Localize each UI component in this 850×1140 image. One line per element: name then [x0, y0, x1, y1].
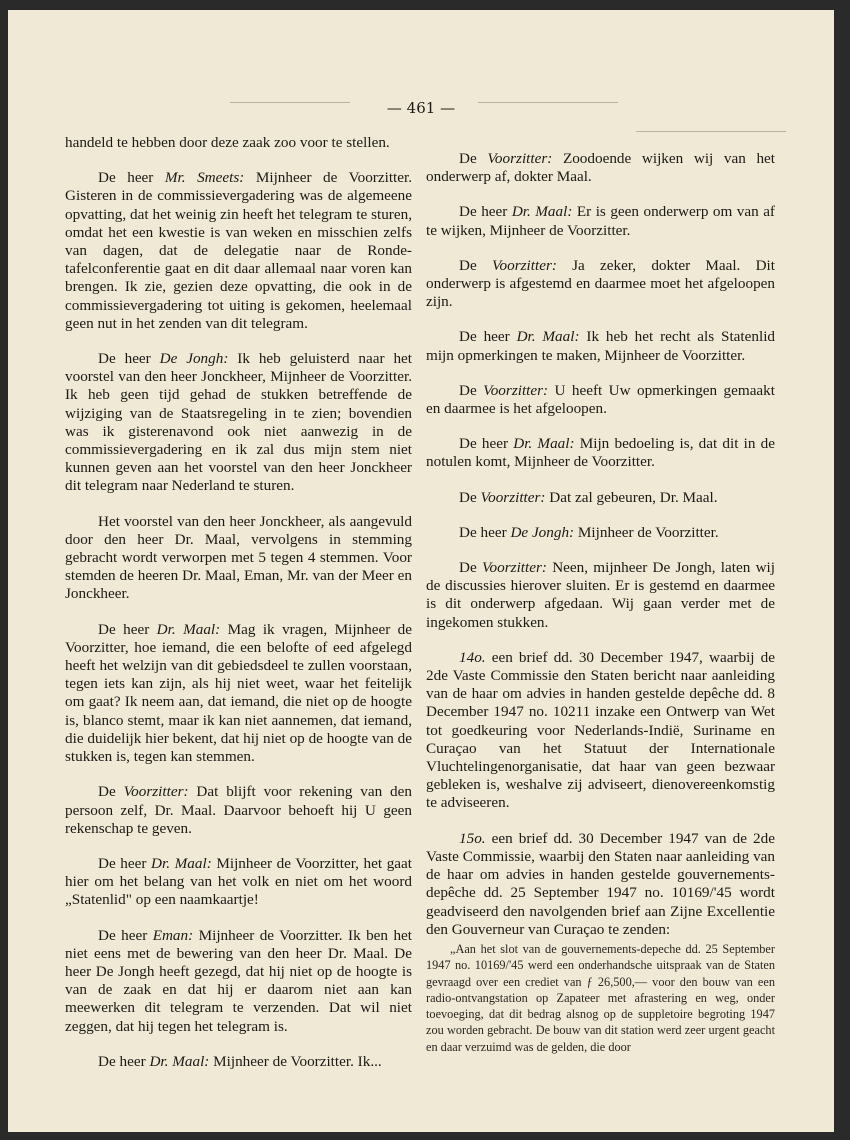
speaker-name: Dr. Maal:: [156, 620, 221, 638]
paragraph: De heer Mr. Smeets: Mijnheer de Voorzitter. Gisteren in de commissievergadering was de algemeene opvatting, dat het weinig zin heeft het telegram te sturen, omdat het een kwestie is van weken en misschien zelfs van dagen, dat de delegatie naar de Ronde-tafelconferentie gaat en dit daar allemaal naar voren kan brengen. Ik zie, gezien deze opvatting, die ook in de commissievergadering tot uiting is gekomen, heelemaal geen nut in het zenden van dit telegram.: [65, 169, 413, 332]
speaker-name: Voorzitter:: [123, 783, 189, 801]
agenda-item: 14o. een brief dd. 30 December 1947, waarbij de 2de Vaste Commissie den Staten bericht naar aanleiding van de haar om advies in handen gestelde depêche dd. 8 December 1947 no. 10211 inzake een Ontwerp van Wet tot goedkeuring voor Nederlands-Indië, Suriname en Curaçao van het Statuut der Internationale Vluchtelingenorganisatie, dat haar van geen bezwaar gebleken is, weshalve zij adviseert, dienovereenkomstig te adviseeren.: [426, 648, 775, 812]
paragraph: De Voorzitter: Ja zeker, dokter Maal. Dit onderwerp is afgestemd en daarmee moet het afgeloopen zijn.: [426, 256, 775, 311]
document-page: [8, 10, 834, 1132]
paragraph: handeld te hebben door deze zaak zoo voor te stellen.: [65, 134, 390, 151]
speaker-name: De Jongh:: [159, 350, 229, 368]
speaker-name: Voorzitter:: [487, 150, 553, 167]
paragraph: De heer Dr. Maal: Er is geen onderwerp om van af te wijken, Mijnheer de Voorzitter.: [426, 203, 775, 239]
paragraph: De heer De Jongh: Ik heb geluisterd naar het voorstel van den heer Jonckheer, Mijnheer de Voorzitter. Ik heb geen tijd gehad de stukken betreffende de wijziging van de Staatsregeling in te zien; bovendien was ik gisterenavond ook niet aanwezig in de commissievergadering en ik zal dus mijn stem niet kunnen geven aan het voorstel van den heer Jonckheer dit telegram naar Nederland te sturen.: [65, 350, 412, 495]
quoted-letter: „Aan het slot van de gouvernements-depeche dd. 25 September 1947 no. 10169/'45 werd een onderhandsche uitspraak van de Staten gevraagd over een crediet van ƒ 26,500,— voor den bouw van een radio-ontvangstation op Zapateer met afrastering en weg, onder toevoeging, dat dit bedrag alsnog op de suppletoire begroting 1947 zou worden gebracht. De bouw van dit station werd zeer urgent geacht en daar verzuimd was de gelden, die door: [426, 941, 775, 1054]
right-column: [426, 150, 775, 1072]
paragraph: De heer Dr. Maal: Mijn bedoeling is, dat dit in de notulen komt, Mijnheer de Voorzitter.: [426, 435, 776, 471]
speaker-name: Dr. Maal:: [149, 1052, 210, 1070]
faint-rule: [636, 131, 786, 132]
speaker-name: Dr. Maal:: [516, 328, 580, 346]
speaker-name: Dr. Maal:: [511, 203, 573, 221]
speaker-name: Voorzitter:: [483, 381, 549, 399]
paragraph: Het voorstel van den heer Jonckheer, als aangevuld door den heer Dr. Maal, vervolgens in stemming gebracht wordt verworpen met 5 tegen 4 stemmen. Voor stemden de heeren Dr. Maal, Eman, Mr. van der Meer en Jonckheer.: [65, 512, 412, 603]
speaker-name: Dr. Maal:: [151, 854, 212, 872]
item-number: 15o.: [459, 829, 486, 847]
speaker-name: Voorzitter:: [491, 256, 557, 274]
paragraph: De heer Dr. Maal: Mijnheer de Voorzitter, het gaat hier om het belang van het volk en niet om het woord „Statenlid" op een naamkaartje!: [65, 854, 412, 909]
left-column: [65, 134, 412, 1088]
paragraph: De Voorzitter: U heeft Uw opmerkingen gemaakt en daarmee is het afgeloopen.: [426, 381, 775, 418]
speaker-name: De Jongh:: [510, 523, 575, 541]
item-number: 14o.: [459, 648, 486, 666]
page-number: — 461 —: [386, 99, 456, 117]
speaker-name: Voorzitter:: [480, 488, 546, 506]
speaker-name: Eman:: [152, 926, 194, 944]
paragraph: De Voorzitter: Dat zal gebeuren, Dr. Maal.: [459, 488, 718, 506]
speaker-name: Mr. Smeets:: [164, 169, 245, 187]
paragraph: De Voorzitter: Zoodoende wijken wij van het onderwerp af, dokter Maal.: [426, 150, 775, 186]
paragraph: De heer Eman: Mijnheer de Voorzitter. Ik ben het niet eens met de bewering van den heer Dr. Maal. De heer De Jongh heeft gezegd, dat hij niet op de hoogte is van de zaak en dat hij er daarom niet aan kan meewerken dit telegram te verzenden. Dat wil niet zeggen, dat hij tegen het telegram is.: [65, 926, 412, 1035]
speaker-name: Voorzitter:: [481, 559, 547, 577]
paragraph: De Voorzitter: Dat blijft voor rekening van den persoon zelf, Dr. Maal. Daarvoor behoeft hij U geen rekenschap te geven.: [65, 783, 412, 837]
agenda-item: 15o. een brief dd. 30 December 1947 van de 2de Vaste Commissie, waarbij den Staten naar aanleiding van de haar om advies in handen gestelde gouvernements-depêche dd. 25 September 1947 no. 10169/'45 wordt geadviseerd den navolgenden brief aan Zijne Excellentie den Gouverneur van Curaçao te zenden:: [426, 829, 775, 938]
paragraph: De heer Dr. Maal: Mijnheer de Voorzitter. Ik...: [98, 1052, 382, 1070]
paragraph: De Voorzitter: Neen, mijnheer De Jongh, laten wij de discussies hierover sluiten. Er is gestemd en daarmee is dit onderwerp afgedaan. Wij gaan verder met de ingekomen stukken.: [426, 559, 775, 631]
paragraph: De heer Dr. Maal: Mag ik vragen, Mijnheer de Voorzitter, hoe iemand, die een belofte of eed afgelegd heeft het welzijn van dit gebiedsdeel te zullen voorstaan, tegen iets kan zijn, als hij niet weet, waar het feitelijk om gaat? Ik neem aan, dat iemand, die niet op de hoogte is, blanco stemt, maar ik kan niet aannemen, dat iemand, die duidelijk hier bekent, dat hij niet op de hoogte van de stukken is, tegen kan stemmen.: [65, 620, 413, 766]
paragraph: De heer Dr. Maal: Ik heb het recht als Statenlid mijn opmerkingen te maken, Mijnheer de Voorzitter.: [426, 328, 776, 364]
paragraph: De heer De Jongh: Mijnheer de Voorzitter.: [459, 523, 719, 541]
speaker-name: Dr. Maal:: [513, 435, 575, 453]
